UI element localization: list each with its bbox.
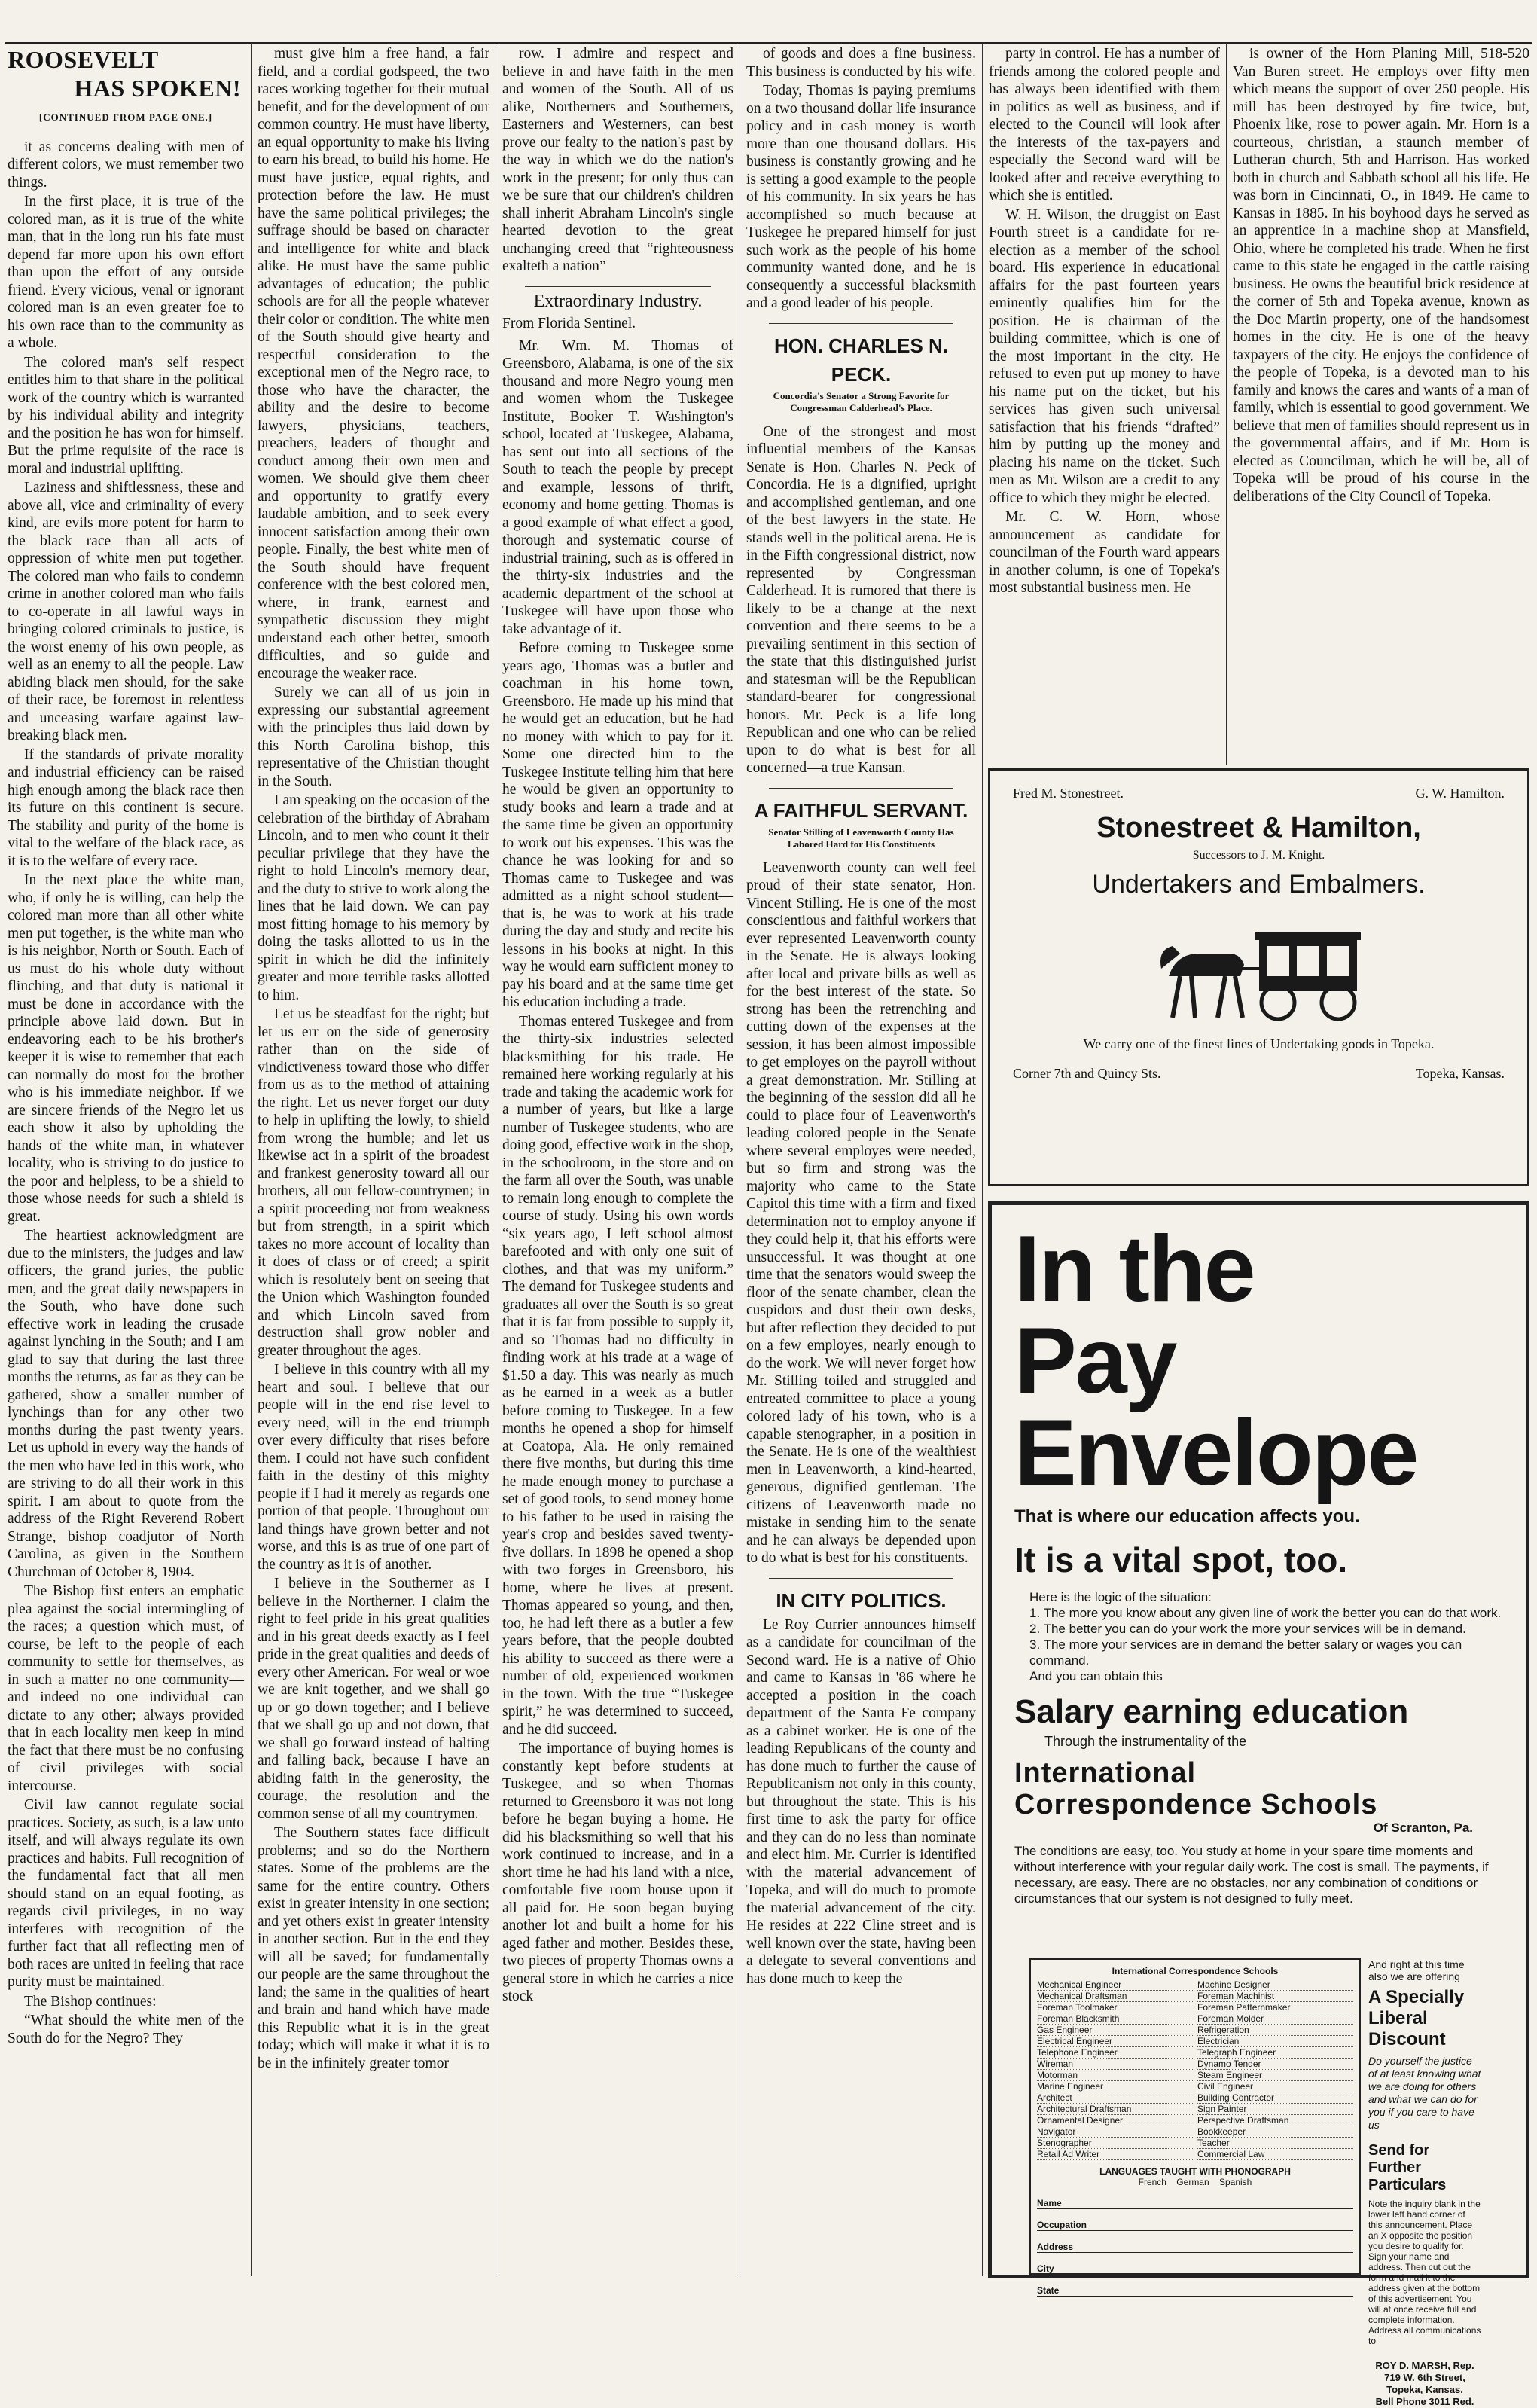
paragraph: Before coming to Tuskegee some years ago, Thomas was a butler and coachman in his home town, Greensboro. He made up his mind that he would get an education, but he had no money with which to pay for it. Some one directed him to the Tuskegee Institute telling him that here he would be given an opportunity to study books and learn a trade and at the same time be given an opportunity to work out his expenses. This was the chance he was looking for and so Thomas came to Tuskegee and was admitted as a night school student—that is, he was to work at his trade during the day and study and recite his lessons in his books at night. In this way he would earn sufficient money to pay his board and at the same time get his education including a trade. <box>502 640 733 1010</box>
logic-item: 3. The more your services are in demand the better salary or wages you can command. <box>1029 1637 1462 1668</box>
course-option[interactable]: Telephone Engineer <box>1037 2047 1193 2059</box>
paragraph: If the standards of private morality and industrial efficiency can be raised high enough among the black race then its future on this continent is secure. The stability and purity of the home is vital to the welfare of the black race, as it is to the welfare of every race. <box>8 746 244 869</box>
paragraph: Civil law cannot regulate social practices. Society, as such, is a law unto itself, and will always regulate its own practices and habits. Full recognition of the fundamental fact that all men should stand on an equal footing, as regards civil privileges, in no way interferes with recognition of the further fact that all reflecting men of both races are united in feeling that race purity must be maintained. <box>8 1797 244 1990</box>
course-option[interactable]: Architectural Draftsman <box>1037 2104 1193 2115</box>
coupon-header: International Correspondence Schools <box>1112 1966 1279 1976</box>
course-option[interactable]: Foreman Patternmaker <box>1197 2002 1353 2013</box>
ad-vital: It is a vital spot, too. <box>1014 1540 1348 1579</box>
course-option[interactable]: Machine Designer <box>1197 1979 1353 1991</box>
divider <box>525 286 711 287</box>
headline-has-spoken: HAS SPOKEN! <box>74 75 241 102</box>
paragraph: The Bishop first enters an emphatic plea against the social intermingling of the races; a question which must, of course, be left to the people of each community to settle for themselves, as in such a matter no one community—and indeed no one individual—can dictate to any other; always provided that in each locality men keep in mind the fact that there must be no confusing of civil privileges with social intercourse. <box>8 1583 244 1794</box>
ad-headline: In the <box>1014 1217 1255 1321</box>
course-options[interactable] <box>1037 1979 1353 2160</box>
coupon-field-occupation[interactable]: Occupation <box>1037 2220 1353 2231</box>
course-option[interactable]: Refrigeration <box>1197 2025 1353 2036</box>
course-option[interactable]: Architect <box>1037 2092 1193 2104</box>
deck-servant: Senator Stilling of Leavenworth County Has Labored Hard for His Constituents <box>768 826 954 850</box>
paragraph: party in control. He has a number of friends among the colored people and has always been identified with them in politics as well as business, and if elected to the Council will look after the interests of the tax-payers and especially the Second ward will be looked after and receive everything to which she is entitled. <box>989 46 1220 203</box>
discount-headline: A Specially Liberal Discount <box>1368 1987 1465 2049</box>
paragraph: it as concerns dealing with men of different colors, we must remember two things. <box>8 139 244 191</box>
headline-roosevelt: ROOSEVELT <box>8 46 159 73</box>
paragraph: The Southern states face difficult problems; and so do the Northern states. Some of the problems are the same for the entire country. Others exist in greater intensity in one section; and yet others exist in greater intensity in another section. But in the end they will all be saved; for fundamentally our people are the same throughout the land; the same in the qualities of heart and brain and hand which have made this Republic what it is in the great today; which will make it what it is to be in the infinitely greater tomor <box>258 1825 489 2071</box>
salary-headline: Salary earning education <box>1014 1693 1409 1730</box>
languages-header: LANGUAGES TAUGHT WITH PHONOGRAPH <box>1099 2166 1291 2177</box>
particulars-headline: Send for Further Particulars <box>1368 2142 1447 2193</box>
course-option[interactable]: Electrician <box>1197 2036 1353 2047</box>
obtain-line: And you can obtain this <box>1029 1669 1163 1683</box>
languages-list: French German Spanish <box>1138 2177 1252 2187</box>
discount-sidebar <box>1368 1958 1481 2408</box>
course-option[interactable]: Steam Engineer <box>1197 2070 1353 2081</box>
article-body <box>989 45 1220 597</box>
headline-industry: Extraordinary Industry. <box>533 291 703 311</box>
column-politics-continued <box>989 45 1220 758</box>
divider <box>769 323 953 324</box>
course-option[interactable]: Foreman Blacksmith <box>1037 2013 1193 2025</box>
article-body <box>746 423 976 777</box>
headline-peck: HON. CHARLES N. PECK. <box>773 334 949 386</box>
paragraph: “What should the white men of the South do for the Negro? They <box>8 2013 244 2046</box>
paragraph: Mr. C. W. Horn, whose announcement as candidate for councilman of the Fourth ward appears in another column, is one of Topeka's most substantial business men. He <box>989 509 1220 596</box>
course-option[interactable]: Mechanical Draftsman <box>1037 1991 1193 2002</box>
partner-name: Fred M. Stonestreet. <box>1013 786 1124 801</box>
course-option[interactable]: Navigator <box>1037 2126 1193 2138</box>
headline-politics: IN CITY POLITICS. <box>776 1589 947 1612</box>
coupon-field-name[interactable]: Name <box>1037 2198 1353 2209</box>
article-body <box>502 45 733 276</box>
logic-item: 1. The more you know about any given line of work the better you can do that work. <box>1029 1606 1502 1620</box>
school-name: International <box>1014 1757 1197 1789</box>
paragraph: must give him a free hand, a fair field, and a cordial godspeed, the two races working together for their mutual benefit, and for the development of our common country. He must have liberty, an equal opportunity to make his living to earn his bread, to build his home. He must have justice, equal rights, and protection before the law. He must have the same political privileges; the suffrage should be based on character and intelligence for white and black alike. He must have the same public advantages of education; the public schools are for all the people whatever their color or condition. The white men of the South should give hearty and respectful consideration to the exceptional men of the Negro race, to those who have the character, the ability and the desire to become lawyers, physicians, teachers, preachers, leaders of thought and conduct among their own men and women. We should give them cheer and opportunity to gratify every laudable ambition, and to seek every innocent satisfaction among their own people. Finally, the best white men of the South should have frequent conference with the best colored men, where, in frank, earnest and sympathetic discussion they might understand each other better, smooth difficulties, and so guide and encourage the weaker race. <box>258 46 489 682</box>
ad-tagline: That is where our education affects you. <box>1014 1506 1360 1527</box>
deck-peck: Concordia's Senator a Strong Favorite for Congressman Calderhead's Place. <box>773 389 950 414</box>
course-option[interactable]: Sign Painter <box>1197 2104 1353 2115</box>
coupon-field-city[interactable]: City <box>1037 2263 1353 2275</box>
firm-name: Stonestreet & Hamilton, <box>1096 812 1421 844</box>
justice-line: Do yourself the justice of at least knowing what we are doing for others and what we can do for you if you care to have us <box>1368 2055 1481 2131</box>
paragraph: row. I admire and respect and believe in and have faith in the men and women of the South. All of us alike, Northerners and Southerners, Easterners and Westerners, can best prove our fealty to the nation's past by the way in which we do the nation's work in the present; for only thus can we be sure that our children's children shall inherit Abraham Lincoln's single hearted devotion to the great unchanging creed that “righteousness exalteth a nation” <box>502 46 733 274</box>
paragraph: Le Roy Currier announces himself as a candidate for councilman of the Second ward. He is a native of Ohio and came to Kansas in '86 where he accepted a position in the coach department of the Santa Fe company as a cabinet worker. He is one of the leading Republicans of the county and has done much to further the cause of Republicanism not only in this county, but throughout the state. This is his first time to ask the party for office and they can do no less than nominate and elect him. Mr. Currier is identified with the material advancement of Topeka, and will do much to promote the material advancement of the city. He resides at 222 Cline street and is well known over the state, having been a delegate to several conventions and has done much to keep the <box>746 1616 976 1987</box>
course-option[interactable]: Dynamo Tender <box>1197 2059 1353 2070</box>
column-peck <box>746 45 976 2273</box>
paragraph: The colored man's self respect entitles him to that share in the political work of the country which is warranted by his individual ability and integrity and the position he has won for himself. But the prime requisite of the race is moral and industrial uplifting. <box>8 354 244 477</box>
paragraph: is owner of the Horn Planing Mill, 518-520 Van Buren street. He employs over fifty men which means the support of over 250 people. His mill has been destroyed by fire twice, but, Phoenix like, rose to power again. Mr. Horn is a courteous, christian, a staunch member of Lutheran church, 5th and Harrison. Has worked both in church and Sabbath school all his life. He was born in Cincinnati, O., in 1849. He came to Kansas in 1885. In his boyhood days he served as an apprentice in a machine shop at Mansfield, Ohio, where he completed his trade. When he first came to this state he engaged in the cattle raising business. He owns the beautiful brick residence at the corner of 5th and Topeka avenue, known as the Doc Martin property, one of the handsomest homes in the city. He is one of the heavy taxpayers of the city. He enjoys the confidence of the people of Topeka, is a devoted man to his family and knows the cares and wants of a man of family, which is essential to good government. We believe that men of families should represent us in the governmental affairs, and if Mr. Horn is elected as Councilman, which he will be, all of Topeka will be proud of his course in the deliberations of the City Council of Topeka. <box>1233 46 1529 505</box>
paragraph: One of the strongest and most influential members of the Kansas Senate is Hon. Charles N. Peck of Concordia. He is a dignified, upright and accomplished gentleman, and one of the best lawyers in the state. He stands well in the political arena. He is in the Fifth congressional district, now represented by Congressman Calderhead. It is rumored that there is likely to be a change at the next convention and there seems to be a prevailing sentiment in this section of the state that this distinguished jurist and statesman will be the Republican standard-bearer for congressional honors. Mr. Peck is a life long Republican and one who can be relied upon to do what is best for all concerned—a true Kansan. <box>746 423 976 776</box>
coupon-field-address[interactable]: Address <box>1037 2242 1353 2253</box>
course-option[interactable]: Foreman Toolmaker <box>1037 2002 1193 2013</box>
course-option[interactable]: Perspective Draftsman <box>1197 2115 1353 2126</box>
paragraph: The importance of buying homes is constantly kept before students at Tuskegee, and so when Thomas returned to Greensboro it was not long before he began buying a home. He did his blacksmithing so well that his work continued to increase, and in a short time he had his land with a nice, comfortable five room house upon it all paid for. He soon began buying another lot and built a home for his aged father and mother. Besides these, two pieces of property Thomas owns a general store in which he carries a nice stock <box>502 1741 733 2004</box>
logic-intro: Here is the logic of the situation: <box>1029 1590 1212 1604</box>
course-option[interactable]: Civil Engineer <box>1197 2081 1353 2092</box>
paragraph: Surely we can all of us join in expressing our substantial agreement with the principles thus laid down by this North Carolina bishop, this representative of the Christian thought in the South. <box>258 685 489 789</box>
article-body <box>746 1616 976 1988</box>
continued-note: [CONTINUED FROM PAGE ONE.] <box>38 111 213 123</box>
course-option[interactable]: Commercial Law <box>1197 2149 1353 2160</box>
course-option[interactable]: Marine Engineer <box>1037 2081 1193 2092</box>
agent-street: 719 W. 6th Street, Topeka, Kansas. <box>1384 2372 1465 2395</box>
course-option[interactable]: Gas Engineer <box>1037 2025 1193 2036</box>
column-horn <box>1233 45 1529 758</box>
divider <box>769 1578 953 1579</box>
divider <box>769 788 953 789</box>
address-line: Corner 7th and Quincy Sts. <box>1013 1066 1161 1081</box>
logic-item: 2. The better you can do your work the more your services will be in demand. <box>1029 1622 1466 1636</box>
course-option[interactable]: Building Contractor <box>1197 2092 1353 2104</box>
paragraph: Today, Thomas is paying premiums on a two thousand dollar life insurance policy and in cash money is worth more than one thousand dollars. His business is constantly growing and he is setting a good example to the people of his community. In six years he has accomplished so much because at Tuskegee he prepared himself for just such work as the people of his home community wanted done, and he is consequently a successful blacksmith and a good leader of his people. <box>746 83 976 311</box>
paragraph: I believe in this country with all my heart and soul. I believe that our people will in the end rise level to every need, will in the end triumph over every difficulty that rises before them. I could not have such confident faith in the destiny of this mighty people if I had it merely as regards one portion of that people. Throughout our land things have grown better and not worse, and this is as true of one part of the country as it is of another. <box>258 1362 489 1573</box>
column-rule <box>251 44 252 2276</box>
agent-address <box>1368 2360 1481 2408</box>
paragraph: I am speaking on the occasion of the celebration of the birthday of Abraham Lincoln, and to men who count it their peculiar privilege that they have the right to hold Lincoln's memory dear, and the duty to strive to work along the lines that he laid down. We can pay most fitting homage to his memory by doing the tasks allotted to us in the spirit in which he did the infinitely greater and more terrible tasks allotted to him. <box>258 792 489 1003</box>
top-rule <box>5 42 1532 44</box>
logic-list <box>1014 1589 1503 1684</box>
school-name: Correspondence Schools <box>1014 1789 1378 1820</box>
trade-line: Undertakers and Embalmers. <box>1092 870 1426 899</box>
article-body <box>258 45 489 2072</box>
column-rule <box>982 44 983 2276</box>
paragraph: The Bishop continues: <box>24 1993 157 2010</box>
coupon-fields[interactable] <box>1037 2198 1353 2297</box>
source-line: From Florida Sentinel. <box>502 316 636 331</box>
course-option[interactable]: Ornamental Designer <box>1037 2115 1193 2126</box>
instructions: Note the inquiry blank in the lower left hand corner of this announcement. Place an X opposite the position you desire to qualify for. Sign your name and address. Then cut out the form and mail it to the address given at the bottom of this advertisement. You will at once receive full and complete information. Address all communications to <box>1368 2199 1481 2346</box>
agent-phone: Bell Phone 3011 Red. <box>1375 2396 1474 2407</box>
offer-line: And right at this time also we are offering <box>1368 1958 1465 1982</box>
city-line: Topeka, Kansas. <box>1415 1066 1505 1081</box>
paragraph: The heartiest acknowledgment are due to the ministers, the judges and law officers, the grand juries, the public men, and the great daily newspapers in the South, who have done such effective work in leading the crusade against lynching in the South; and I am glad to say that during the last three months the returns, as far as they can be gathered, show a smaller number of lynchings than for any other two months during the past twenty years. Let us uphold in every way the hands of the men who have led in this work, who are striving to do all their work in this spirit. I am about to quote from the address of the Right Reverend Robert Strange, bishop coadjutor of North Carolina, as given in the Southern Churchman of October 8, 1904. <box>8 1228 244 1580</box>
column-roosevelt-continued <box>258 45 489 2273</box>
column-industry <box>502 45 733 2273</box>
paragraph: Leavenworth county can well feel proud of their state senator, Hon. Vincent Stilling. He is one of the most conscientious and faithful workers that ever represented Leavenworth county in the Senate. He is always looking after local and private bills as well as for the best interest of the state. So strong has been the retrenching and cutting down of the expenses at the session, it has been almost impossible to get employes on the payroll without a great demonstration. Mr. Stilling at the beginning of the session did all he could to place four of Leavenworth's leading colored people in the Senate where several employes were needed, but so firm and strong was the majority who came to the State Capitol this time with a firm and fixed determination not to employ anyone if they could help it, that his efforts were unsuccessful. It was thought at one time that the senators would sweep the floor of the senate chamber, clean the cuspidors and dust their own desks, but after reflection they decided to put on a few employes, nearly enough to do the work. We will never forget how Mr. Stilling toiled and struggled and entreated committee to place a young colored lady of his town, who is a capable stenographer, in a position in the Senate. He is one of the wealthiest men in Leavenworth, a kind-hearted, generous, dignified gentleman. The citizens of Leavenworth made no mistake in sending him to the senate and he can always be depended upon to do what is best for his constituents. <box>746 859 976 1566</box>
paragraph: Thomas entered Tuskegee and from the thirty-six industries selected blacksmithing for his trade. He remained here working regularly at his trade and taking the academic work for a number of years, but like a large number of Tuskegee students, who are doing good, effective work in the shop, in the schoolroom, in the store and on the farm all over the South, was unable to remain long enough to complete the course of study. Using his own words “six years ago, I left school almost barefooted and with only one suit of clothes, and that was my uniform.” The demand for Tuskegee students and graduates all over the South is so great that it is far from possible to supply it, and so Thomas had no difficulty in finding work at his trade at a wage of $1.50 a day. This was nearly as much as he earned in a week as a butler before coming to Tuskegee. In a few months he opened a shop for himself at Coatopa, Ala. He only remained there five months, but during this time he made enough money to purchase a set of good tools, to send money home to his father to be used in raising the year's crop and besides saved twenty-five dollars. In 1898 he opened a shop with two forges in Greensboro, his home, where he lives at present. Thomas appeared so young, and then, too, he had left there as a butler a few years before, that the people doubted his ability to succeed as there were a number of old, experienced workmen in the town. With the true “Tuskegee spirit,” he was determined to succeed, and he did succeed. <box>502 1013 733 1738</box>
course-option[interactable]: Wireman <box>1037 2059 1193 2070</box>
paragraph: In the first place, it is true of the colored man, as it is true of the white man, that in the long run his fate must depend far more upon his own effort than upon the effort of any outside friend. Every vicious, venal or ignorant colored man is an even greater foe to his own race than to the community as a whole. <box>8 194 244 351</box>
course-option[interactable]: Mechanical Engineer <box>1037 1979 1193 1991</box>
headline-servant: A FAITHFUL SERVANT. <box>754 798 968 822</box>
paragraph: Mr. Wm. M. Thomas of Greensboro, Alabama, is one of the six thousand and more Negro young men and women whom the Tuskegee Institute, Booker T. Washington's school, located at Tuskegee, Alabama, has sent out into all sections of the South to teach the people by precept and example, lessons of thrift, economy and home getting. Thomas is a good example of what effect a good, thorough and systematic course of industrial training, such as is offered in the thirty-six industries and the academic department of the school at Tuskegee will have upon those who take advantage of it. <box>502 337 733 637</box>
horse-drawn-hearse-icon <box>1146 916 1372 1029</box>
paragraph: of goods and does a fine business. This business is conducted by his wife. <box>746 46 976 80</box>
course-option[interactable]: Motorman <box>1037 2070 1193 2081</box>
successors-line: Successors to J. M. Knight. <box>1192 849 1325 862</box>
goods-line: We carry one of the finest lines of Undertaking goods in Topeka. <box>1083 1036 1435 1051</box>
course-option[interactable]: Retail Ad Writer <box>1037 2149 1193 2160</box>
course-option[interactable]: Telegraph Engineer <box>1197 2047 1353 2059</box>
course-option[interactable]: Electrical Engineer <box>1037 2036 1193 2047</box>
partner-name: G. W. Hamilton. <box>1415 786 1505 801</box>
pay-envelope-advertisement <box>988 1201 1529 2407</box>
paragraph: I believe in the Southerner as I believe in the Northerner. I claim the right to feel pride in his great qualities and in his great deeds exactly as I feel pride in the great qualities and deeds of every other American. For weal or woe we are knit together, and we shall go up or go down together; and I believe that we shall go up and not down, that we shall go forward instead of halting and falling back, because I have an abiding faith in the generosity, the courage, the resolution and the common sense of all my countrymen. <box>258 1576 489 1822</box>
column-rule <box>1226 44 1227 765</box>
agent-name: ROY D. MARSH, Rep. <box>1375 2360 1474 2371</box>
paragraph: W. H. Wilson, the druggist on East Fourth street is a candidate for re-election as a member of the school board. His experience in educational affairs for the past fourteen years eminently qualifies him for the position. He is chairman of the building committee, which is one of the most important in the city. He refused to even put up money to have his name put on the ticket, but his services has given such universal satisfaction that his friends “drafted” him by putting up the money and placing his name on the ticket. Such men as Mr. Wilson are a credit to any office to which they might be elected. <box>989 206 1220 506</box>
paragraph: Laziness and shiftlessness, these and above all, vice and criminality of every kind, are evils more potent for harm to the black race than all acts of oppression of white men put together. The colored man who fails to condemn crime in another colored man who fails to co-operate in all lawful ways in bringing colored criminals to justice, is the worst enemy of his own people, as well as an enemy to all the people. Law abiding black men should, for the sake of their race, be foremost in relentless and unceasing warfare against law-breaking black men. <box>8 480 244 743</box>
article-body <box>1233 45 1529 505</box>
article-body <box>8 139 244 2048</box>
column-roosevelt <box>8 45 244 2273</box>
ad-headline: Pay Envelope <box>1014 1309 1418 1505</box>
course-option[interactable]: Foreman Molder <box>1197 2013 1353 2025</box>
article-body <box>502 337 733 2006</box>
school-location: Of Scranton, Pa. <box>1373 1820 1473 1835</box>
course-option[interactable]: Stenographer <box>1037 2138 1193 2149</box>
undertaker-advertisement <box>988 768 1529 1186</box>
coupon-field-state[interactable]: State <box>1037 2285 1353 2297</box>
article-body <box>746 45 976 313</box>
course-option[interactable]: Bookkeeper <box>1197 2126 1353 2138</box>
course-option[interactable]: Teacher <box>1197 2138 1353 2149</box>
inquiry-coupon[interactable] <box>1029 1958 1361 2296</box>
article-body <box>746 859 976 1567</box>
course-option[interactable]: Foreman Machinist <box>1197 1991 1353 2002</box>
conditions-text: The conditions are easy, too. You study at home in your spare time moments and without interference with your regular daily work. The cost is small. The payments, if necessary, are easy. There are no obstacles, nor any combination of conditions or circumstances that our system is not designed to fully meet. <box>1014 1844 1489 1906</box>
paragraph: Let us be steadfast for the right; but let us err on the side of generosity rather than on the side of vindictiveness toward those who differ from us as to the method of attaining the right. Let us never forget our duty to help in uplifting the lowly, to shield from wrong the humble; and let us likewise act in a spirit of the broadest and frankest generosity toward all our brothers, all our fellow-countrymen; in a spirit proceeding not from weakness but from strength, in a spirit which takes no more account of locality than it does of class or of creed; a spirit which is resolutely bent on seeing that the Union which Washington founded and which Lincoln saved from destruction shall grow nobler and greater throughout the ages. <box>258 1006 489 1359</box>
paragraph: In the next place the white man, who, if only he is willing, can help the colored man more than all other white men put together, is the white man who is his neighbor, North or South. Each of us must do his whole duty without flinching, and that duty is national it must be done in accordance with the principle above laid down. But in endeavoring each to be his brother's keeper it is wise to remember that each can normally do most for the brother who is his immediate neighbor. If we are sincere friends of the Negro let us each show it also by upholding the hands of the white man, in whatever locality, who is striving to do justice to the poor and helpless, to be a shield to those whose needs for such a shield is great. <box>8 872 244 1225</box>
through-line: Through the instrumentality of the <box>1044 1734 1247 1749</box>
